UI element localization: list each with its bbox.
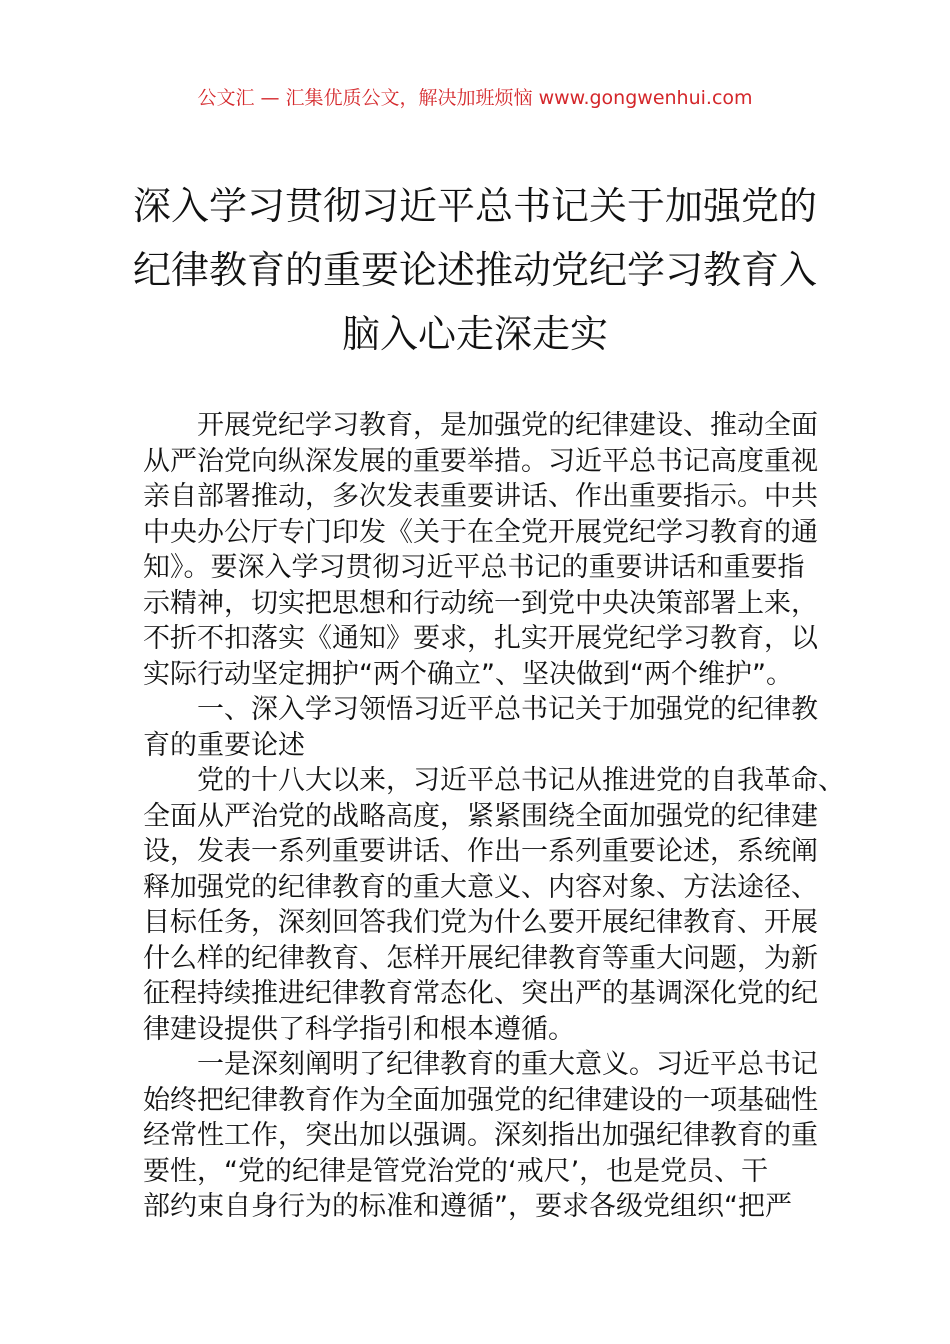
text-line: 设，发表一系列重要讲话、作出一系列重要论述，系统阐 [143,836,818,867]
document-body [143,408,845,1225]
text-line: 开展党纪学习教育，是加强党的纪律建设、推动全面 [197,410,818,441]
title-line-3: 脑入心走深走实 [341,312,608,356]
text-line: 育的重要论述 [143,729,305,761]
title-line-1: 深入学习贯彻习近平总书记关于加强党的 [132,184,817,228]
title-line-2: 纪律教育的重要论述推动党纪学习教育入 [132,248,817,292]
text-line: 经常性工作，突出加以强调。深刻指出加强纪律教育的重 [143,1120,818,1151]
text-line: 一是深刻阐明了纪律教育的重大意义。习近平总书记 [197,1049,818,1080]
header-text: 公文汇 — 汇集优质公文，解决加班烦恼 www.gongwenhui.com [197,87,753,109]
text-line: 实际行动坚定拥护“两个确立”、坚决做到“两个维护”。 [143,658,793,690]
paragraph-intro [143,408,818,692]
text-line: 一、深入学习领悟习近平总书记关于加强党的纪律教 [197,694,818,725]
text-line: 部约束自身行为的标准和遵循”，要求各级党组织“把严 [143,1191,792,1222]
site-header-banner [0,84,950,112]
text-line: 中央办公厅专门印发《关于在全党开展党纪学习教育的通 [143,516,818,548]
text-line: 知》。要深入学习贯彻习近平总书记的重要讲话和重要指 [143,552,805,583]
text-line: 释加强党的纪律教育的重大意义、内容对象、方法途径、 [143,871,818,903]
document-title [130,174,820,366]
text-line: 亲自部署推动，多次发表重要讲话、作出重要指示。中共 [143,481,818,512]
text-line: 律建设提供了科学指引和根本遵循。 [143,1013,575,1045]
text-line: 什么样的纪律教育、怎样开展纪律教育等重大问题，为新 [143,942,818,974]
text-line: 要性，“党的纪律是管党治党的‘戒尺’，也是党员、干 [143,1155,769,1187]
text-line: 不折不扣落实《通知》要求，扎实开展党纪学习教育，以 [143,623,818,654]
text-line: 从严治党向纵深发展的重要举措。习近平总书记高度重视 [143,445,818,477]
text-line: 始终把纪律教育作为全面加强党的纪律建设的一项基础性 [143,1084,818,1116]
section-heading-1 [143,692,818,763]
paragraph-significance [143,1047,818,1225]
text-line: 征程持续推进纪律教育常态化、突出严的基调深化党的纪 [143,978,818,1009]
text-line: 全面从严治党的战略高度，紧紧围绕全面加强党的纪律建 [143,800,818,832]
paragraph-overview [143,763,845,1047]
text-line: 目标任务，深刻回答我们党为什么要开展纪律教育、开展 [143,907,818,938]
text-line: 党的十八大以来，习近平总书记从推进党的自我革命、 [197,765,845,796]
text-line: 示精神，切实把思想和行动统一到党中央决策部署上来， [143,587,818,619]
